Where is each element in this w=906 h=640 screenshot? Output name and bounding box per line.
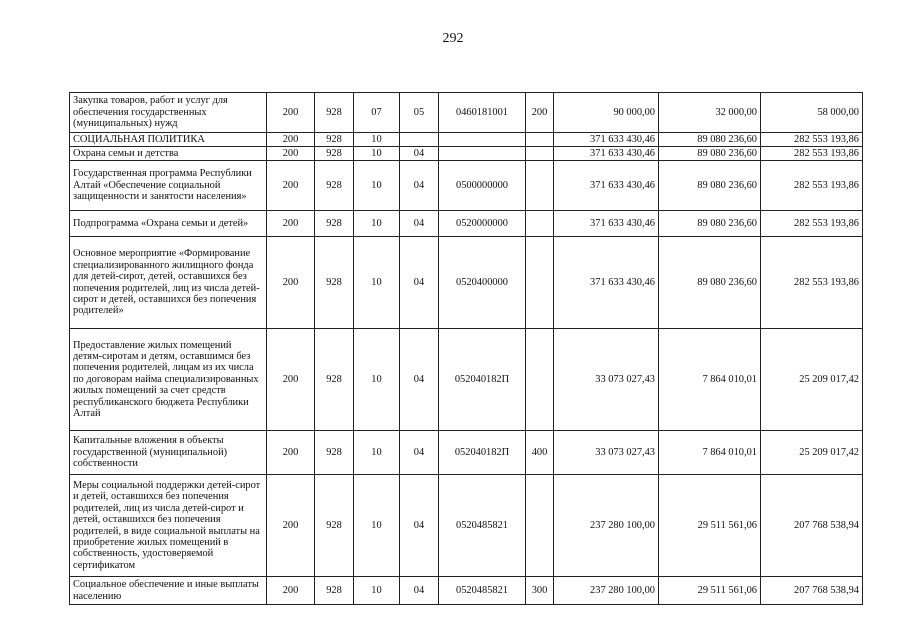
code-2: 928 [315, 133, 354, 147]
value-3: 25 209 017,42 [761, 431, 863, 475]
value-3: 58 000,00 [761, 93, 863, 133]
code-5: 052040182П [439, 431, 526, 475]
table-row [70, 475, 863, 577]
code-5: 0500000000 [439, 161, 526, 211]
code-6 [526, 133, 554, 147]
code-3: 10 [354, 161, 400, 211]
value-1: 371 633 430,46 [554, 147, 659, 161]
code-3: 10 [354, 577, 400, 605]
code-2: 928 [315, 475, 354, 577]
value-1: 371 633 430,46 [554, 211, 659, 237]
code-3: 10 [354, 431, 400, 475]
value-2: 89 080 236,60 [659, 237, 761, 329]
code-1: 200 [267, 211, 315, 237]
code-6 [526, 211, 554, 237]
code-4: 04 [400, 329, 439, 431]
value-1: 371 633 430,46 [554, 161, 659, 211]
code-6: 200 [526, 93, 554, 133]
code-1: 200 [267, 577, 315, 605]
value-1: 33 073 027,43 [554, 329, 659, 431]
code-4: 04 [400, 577, 439, 605]
table-row [70, 329, 863, 431]
table-row [70, 211, 863, 237]
code-4: 05 [400, 93, 439, 133]
value-2: 7 864 010,01 [659, 431, 761, 475]
value-2: 89 080 236,60 [659, 133, 761, 147]
row-name: Меры социальной поддержки детей-сирот и детей, оставшихся без попечения родителей, лиц из числа детей-сирот и детей, оставшихся без попечения родителей, в виде социальной выплаты на приобретение жилых помещений в собственность, удостоверяемой сертификатом [70, 475, 267, 577]
code-4: 04 [400, 475, 439, 577]
table-row [70, 147, 863, 161]
value-3: 282 553 193,86 [761, 161, 863, 211]
value-2: 32 000,00 [659, 93, 761, 133]
code-3: 10 [354, 237, 400, 329]
code-3: 10 [354, 147, 400, 161]
value-2: 89 080 236,60 [659, 211, 761, 237]
value-2: 89 080 236,60 [659, 161, 761, 211]
table-row [70, 237, 863, 329]
value-2: 89 080 236,60 [659, 147, 761, 161]
value-3: 282 553 193,86 [761, 237, 863, 329]
code-5: 0520000000 [439, 211, 526, 237]
code-5: 0520400000 [439, 237, 526, 329]
table-row [70, 577, 863, 605]
code-2: 928 [315, 93, 354, 133]
value-3: 282 553 193,86 [761, 133, 863, 147]
value-1: 237 280 100,00 [554, 577, 659, 605]
code-6: 300 [526, 577, 554, 605]
code-1: 200 [267, 475, 315, 577]
value-3: 282 553 193,86 [761, 211, 863, 237]
value-3: 25 209 017,42 [761, 329, 863, 431]
code-6 [526, 161, 554, 211]
code-3: 10 [354, 475, 400, 577]
value-1: 371 633 430,46 [554, 133, 659, 147]
row-name: Предоставление жилых помещений детям-сиротам и детям, оставшимся без попечения родителей, лицам из их числа по договорам найма специализированных жилых помещений за счет средств республиканского бюджета Республики Алтай [70, 329, 267, 431]
value-1: 237 280 100,00 [554, 475, 659, 577]
code-5: 0520485821 [439, 475, 526, 577]
code-2: 928 [315, 147, 354, 161]
code-2: 928 [315, 211, 354, 237]
code-6: 400 [526, 431, 554, 475]
code-4: 04 [400, 431, 439, 475]
code-1: 200 [267, 431, 315, 475]
page-number: 292 [442, 31, 464, 46]
value-1: 90 000,00 [554, 93, 659, 133]
budget-table [69, 92, 863, 605]
code-5 [439, 147, 526, 161]
code-2: 928 [315, 161, 354, 211]
code-4: 04 [400, 147, 439, 161]
table-row [70, 161, 863, 211]
value-1: 33 073 027,43 [554, 431, 659, 475]
code-1: 200 [267, 147, 315, 161]
value-3: 207 768 538,94 [761, 475, 863, 577]
code-4: 04 [400, 161, 439, 211]
code-1: 200 [267, 93, 315, 133]
code-6 [526, 475, 554, 577]
code-4: 04 [400, 211, 439, 237]
row-name: Подпрограмма «Охрана семьи и детей» [70, 211, 267, 237]
value-3: 282 553 193,86 [761, 147, 863, 161]
code-5: 0460181001 [439, 93, 526, 133]
code-3: 10 [354, 133, 400, 147]
code-1: 200 [267, 161, 315, 211]
code-2: 928 [315, 577, 354, 605]
code-1: 200 [267, 237, 315, 329]
code-5 [439, 133, 526, 147]
code-6 [526, 237, 554, 329]
code-4 [400, 133, 439, 147]
code-2: 928 [315, 431, 354, 475]
table-row [70, 93, 863, 133]
row-name: Государственная программа Республики Алтай «Обеспечение социальной защищенности и занятости населения» [70, 161, 267, 211]
value-2: 29 511 561,06 [659, 577, 761, 605]
row-name: Основное мероприятие «Формирование специализированного жилищного фонда для детей-сирот, детей, оставшихся без попечения родителей, лиц из числа детей-сирот и детей, оставшихся без попечения родителей» [70, 237, 267, 329]
code-3: 07 [354, 93, 400, 133]
code-2: 928 [315, 329, 354, 431]
table-row [70, 133, 863, 147]
value-2: 7 864 010,01 [659, 329, 761, 431]
code-5: 052040182П [439, 329, 526, 431]
row-name: Социальное обеспечение и иные выплаты населению [70, 577, 267, 605]
code-6 [526, 147, 554, 161]
code-3: 10 [354, 211, 400, 237]
code-5: 0520485821 [439, 577, 526, 605]
code-1: 200 [267, 329, 315, 431]
code-4: 04 [400, 237, 439, 329]
value-2: 29 511 561,06 [659, 475, 761, 577]
code-6 [526, 329, 554, 431]
value-1: 371 633 430,46 [554, 237, 659, 329]
table-row [70, 431, 863, 475]
row-name: Охрана семьи и детства [70, 147, 267, 161]
row-name: СОЦИАЛЬНАЯ ПОЛИТИКА [70, 133, 267, 147]
code-2: 928 [315, 237, 354, 329]
code-3: 10 [354, 329, 400, 431]
row-name: Закупка товаров, работ и услуг для обеспечения государственных (муниципальных) нужд [70, 93, 267, 133]
row-name: Капитальные вложения в объекты государственной (муниципальной) собственности [70, 431, 267, 475]
code-1: 200 [267, 133, 315, 147]
value-3: 207 768 538,94 [761, 577, 863, 605]
